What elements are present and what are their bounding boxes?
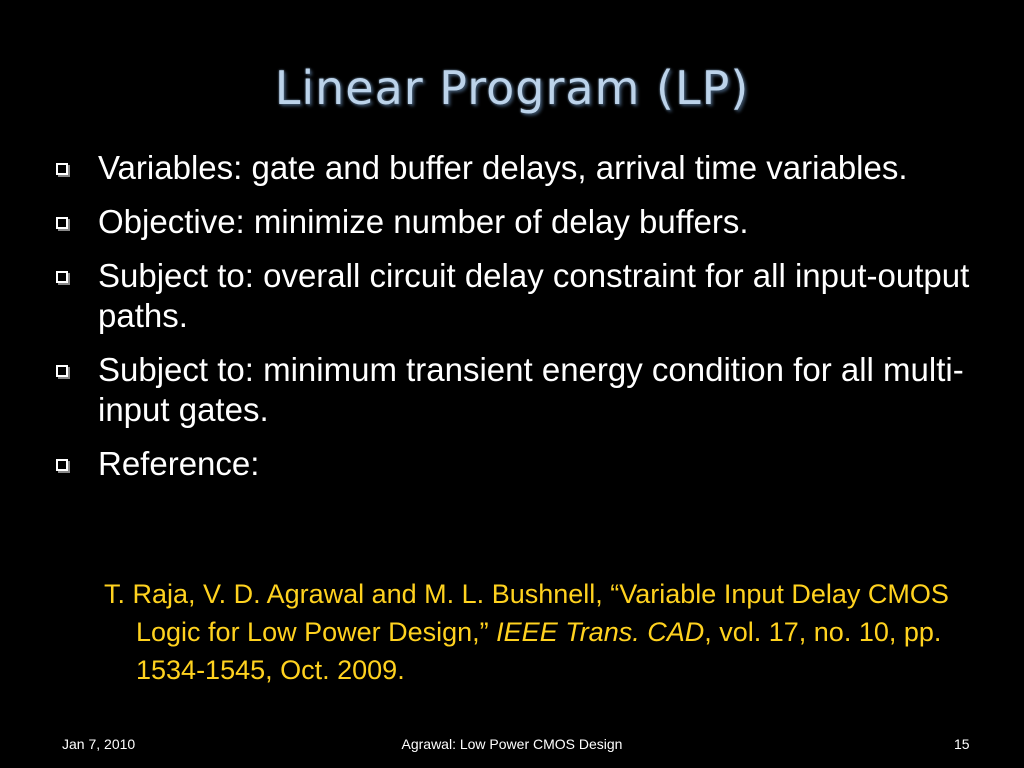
bullet-text: Reference: bbox=[98, 445, 260, 482]
bullet-list bbox=[52, 148, 1002, 498]
square-bullet-icon bbox=[56, 217, 68, 229]
square-bullet-icon bbox=[56, 163, 68, 175]
reference-authors-title: T. Raja, V. D. Agrawal and M. L. Bushnell, “Variable Input Delay CMOS Logic for Low Power Design,” bbox=[104, 579, 949, 647]
bullet-item bbox=[52, 350, 1002, 430]
bullet-text: Subject to: overall circuit delay constraint for all input-output paths. bbox=[98, 257, 970, 334]
bullet-item bbox=[52, 256, 1002, 336]
slide-number: 15 bbox=[954, 736, 970, 752]
footer-date: Jan 7, 2010 bbox=[62, 736, 136, 752]
bullet-item bbox=[52, 148, 1002, 188]
reference-citation bbox=[104, 575, 1016, 689]
square-bullet-icon bbox=[56, 365, 68, 377]
slide-title: Linear Program (LP) bbox=[274, 61, 750, 115]
square-bullet-icon bbox=[56, 459, 68, 471]
bullet-text: Subject to: minimum transient energy condition for all multi-input gates. bbox=[98, 351, 964, 428]
bullet-text: Objective: minimize number of delay buffers. bbox=[98, 203, 749, 240]
square-bullet-icon bbox=[56, 271, 68, 283]
reference-journal: IEEE Trans. CAD bbox=[496, 617, 705, 647]
bullet-item bbox=[52, 444, 1002, 484]
bullet-text: Variables: gate and buffer delays, arrival time variables. bbox=[98, 149, 908, 186]
bullet-item bbox=[52, 202, 1002, 242]
reference-details: , vol. 17, no. 10, pp. 1534-1545, Oct. 2009. bbox=[136, 617, 942, 685]
footer-center-text: Agrawal: Low Power CMOS Design bbox=[401, 736, 623, 752]
